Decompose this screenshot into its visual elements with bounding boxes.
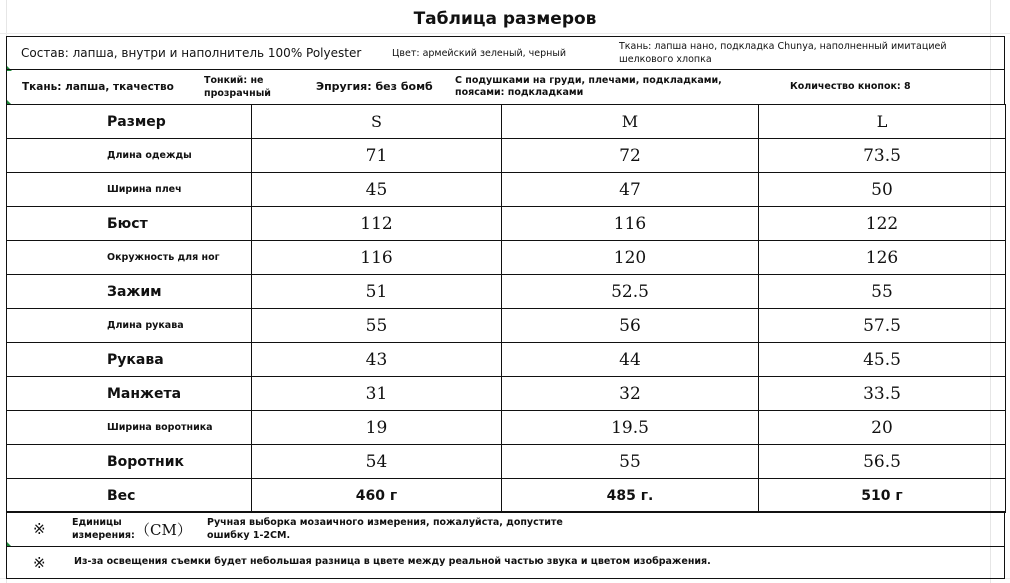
size-l: L: [759, 105, 1006, 139]
table-row: [7, 241, 1006, 275]
measurement-label: Бюст: [7, 207, 252, 241]
measurement-value: 20: [759, 411, 1006, 445]
measurement-value: 19.5: [502, 411, 759, 445]
footnote-units: [6, 511, 1005, 547]
measurement-value: 460 г: [252, 479, 502, 513]
measurement-value: 55: [252, 309, 502, 343]
gridline: [0, 33, 1010, 34]
measurement-label: Зажим: [7, 275, 252, 309]
measurement-value: 73.5: [759, 139, 1006, 173]
measurement-value: 116: [252, 241, 502, 275]
measurement-value: 32: [502, 377, 759, 411]
measurement-value: 120: [502, 241, 759, 275]
measurement-value: 56: [502, 309, 759, 343]
size-label: Размер: [7, 105, 252, 139]
measurement-value: 44: [502, 343, 759, 377]
measurement-value: 55: [759, 275, 1006, 309]
table-row: [7, 207, 1006, 241]
measurement-value: 19: [252, 411, 502, 445]
page-title: Таблица размеров: [413, 9, 597, 29]
measurement-value: 33.5: [759, 377, 1006, 411]
measurement-value: 116: [502, 207, 759, 241]
measurement-label: Ширина воротника: [7, 411, 252, 445]
table-row: [7, 411, 1006, 445]
thin-line2: прозрачный: [204, 88, 271, 99]
table-row: [7, 343, 1006, 377]
table-row: [7, 275, 1006, 309]
size-s: S: [252, 105, 502, 139]
buttons-count-text: Количество кнопок: 8: [790, 81, 911, 92]
measurement-label: Длина одежды: [7, 139, 252, 173]
measurement-value: 47: [502, 173, 759, 207]
measurement-value: 126: [759, 241, 1006, 275]
reference-mark-icon: ※: [33, 520, 46, 538]
fabric-detail-line2: шелкового хлопка: [619, 54, 712, 65]
info-row-fabric: [6, 69, 1005, 105]
pads-line1: С подушками на груди, плечами, подкладками,: [455, 75, 722, 86]
unit-cm: （CM）: [135, 521, 192, 539]
info-row-composition: [6, 36, 1005, 70]
measurement-value: 50: [759, 173, 1006, 207]
measurement-label: Манжета: [7, 377, 252, 411]
composition-text: Состав: лапша, внутри и наполнитель 100% Polyester: [21, 46, 362, 60]
measurement-label: Воротник: [7, 445, 252, 479]
table-row: [7, 445, 1006, 479]
measurement-value: 72: [502, 139, 759, 173]
color-text: Цвет: армейский зеленый, черный: [392, 48, 567, 59]
measurement-label: Ширина плеч: [7, 173, 252, 207]
measurement-value: 54: [252, 445, 502, 479]
measurement-value: 57.5: [759, 309, 1006, 343]
reference-mark-icon: ※: [33, 554, 46, 572]
fabric-text: Ткань: лапша, ткачество: [22, 81, 174, 93]
measurement-value: 45.5: [759, 343, 1006, 377]
measurement-value: 45: [252, 173, 502, 207]
measurement-value: 55: [502, 445, 759, 479]
table-row: [7, 479, 1006, 513]
measurement-value: 122: [759, 207, 1006, 241]
measurement-value: 485 г.: [502, 479, 759, 513]
measurement-note-line2: ошибку 1-2CM.: [207, 530, 291, 541]
color-disclaimer-text: Из-за освещения съемки будет небольшая разница в цвете между реальной частью звука и цветом изображения.: [74, 556, 711, 567]
units-line1: Единицы: [72, 517, 122, 528]
measurement-value: 52.5: [502, 275, 759, 309]
measurement-note-line1: Ручная выборка мозаичного измерения, пожалуйста, допустите: [207, 517, 563, 528]
measurement-label: Рукава: [7, 343, 252, 377]
thin-line1: Тонкий: не: [204, 75, 264, 86]
measurement-label: Окружность для ног: [7, 241, 252, 275]
footnote-color: [6, 546, 1005, 579]
measurement-value: 71: [252, 139, 502, 173]
measurement-label: Длина рукава: [7, 309, 252, 343]
measurement-value: 43: [252, 343, 502, 377]
measurement-label: Вес: [7, 479, 252, 513]
size-m: M: [502, 105, 759, 139]
measurement-value: 51: [252, 275, 502, 309]
measurement-value: 31: [252, 377, 502, 411]
table-row: [7, 173, 1006, 207]
table-row: [7, 309, 1006, 343]
fabric-detail-line1: Ткань: лапша нано, подкладка Chunya, наполненный имитацией: [619, 41, 947, 52]
measurement-value: 56.5: [759, 445, 1006, 479]
measurement-value: 112: [252, 207, 502, 241]
elasticity-text: Эпругия: без бомб: [316, 80, 433, 93]
pads-line2: поясами: подкладками: [455, 87, 584, 98]
measurement-value: 510 г: [759, 479, 1006, 513]
units-line2: измерения:: [72, 530, 135, 541]
table-row: [7, 377, 1006, 411]
size-header-row: [7, 105, 1006, 139]
table-row: [7, 139, 1006, 173]
size-table: [6, 104, 1006, 513]
